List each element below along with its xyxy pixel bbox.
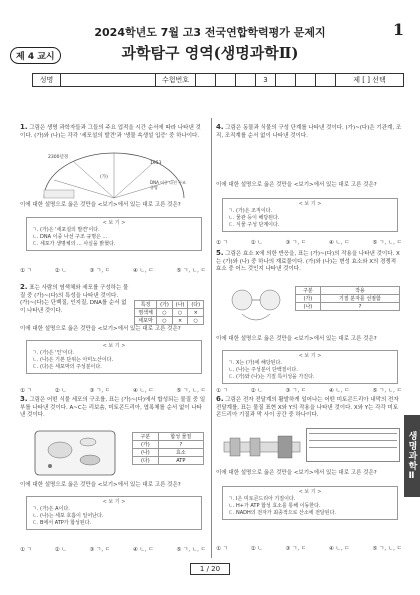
question-number: 2.: [20, 283, 28, 291]
exam-title: 2024학년도 7월 고3 전국연합학력평가 문제지: [94, 26, 326, 39]
question-number: 3.: [20, 395, 28, 403]
q6-table: [306, 428, 400, 462]
bogi-title: < 보 기 >: [102, 343, 126, 349]
bogi-item: ㄷ. (다)은 세포막의 주성분이다.: [32, 364, 102, 370]
session-badge: 제 4 교시: [10, 47, 61, 64]
option-2[interactable]: ② ㄴ: [54, 388, 67, 394]
option-4[interactable]: ④ ㄴ, ㄷ: [132, 547, 154, 553]
option-5[interactable]: ⑤ ㄱ, ㄴ, ㄷ: [176, 268, 206, 274]
option-1[interactable]: ① ㄱ: [216, 240, 228, 246]
enzyme-reaction-figure: [222, 280, 292, 330]
bogi-box: [222, 198, 398, 232]
option-1[interactable]: ① ㄱ: [20, 388, 32, 394]
option-4[interactable]: ④ ㄴ, ㄷ: [328, 546, 350, 552]
option-5[interactable]: ⑤ ㄱ, ㄴ, ㄷ: [372, 546, 402, 552]
bogi-box: [222, 350, 398, 384]
bogi-box: [26, 496, 202, 530]
answer-options: [20, 266, 206, 274]
bogi-item: ㄴ. DNA 이중 나선 구조 규명은 ...: [32, 234, 108, 240]
bogi-title: < 보 기 >: [102, 220, 126, 226]
question-5: [216, 250, 402, 274]
q1-label: 1953: [150, 161, 162, 166]
option-2[interactable]: ② ㄴ: [54, 547, 67, 553]
option-5[interactable]: ⑤ ㄱ, ㄴ, ㄷ: [176, 388, 206, 394]
q1-label: (가): [100, 175, 108, 180]
option-3[interactable]: ③ ㄱ, ㄷ: [89, 388, 111, 394]
option-3[interactable]: ③ ㄱ, ㄷ: [285, 240, 307, 246]
exam-digit-box[interactable]: [276, 74, 296, 86]
question-text: 그림은 어떤 식물 세포의 구조를, 표는 (가)~(다)에서 합성되는 물질 중 일부를 나타낸 것이다. A~C는 리보솜, 미토콘드리아, 엽록체를 순서 없이 나타낸 것이다.: [20, 397, 206, 418]
electron-transport-figure: [222, 428, 302, 468]
table-cell: 구분: [133, 433, 159, 441]
option-4[interactable]: ④ ㄴ, ㄷ: [328, 240, 350, 246]
bogi-box: [26, 217, 202, 251]
option-1[interactable]: ① ㄱ: [20, 268, 32, 274]
bogi-title: < 보 기 >: [102, 499, 126, 505]
answer-options: [216, 544, 402, 552]
option-1[interactable]: ① ㄱ: [216, 388, 228, 394]
table-cell: 세포막: [135, 317, 157, 325]
bogi-item: ㄴ. (나)는 주성분이 단백질이다.: [228, 367, 298, 373]
option-3[interactable]: ③ ㄱ, ㄷ: [285, 388, 307, 394]
bogi-title: < 보 기 >: [298, 201, 322, 207]
option-2[interactable]: ② ㄴ: [250, 546, 263, 552]
page-indicator: 1 / 20: [190, 563, 230, 575]
option-1[interactable]: ① ㄱ: [20, 547, 32, 553]
table-cell: (나): [133, 449, 159, 457]
bogi-item: ㄷ. B에서 ATP가 합성된다.: [32, 520, 92, 526]
bogi-item: ㄱ. I은 미토콘드리아 기질이다.: [228, 496, 296, 502]
bogi-item: ㄱ. (가)은 조직이다.: [228, 208, 273, 214]
option-4[interactable]: ④ ㄴ, ㄷ: [132, 388, 154, 394]
subject-title: 과학탐구 영역(생명과학Ⅱ): [121, 44, 299, 62]
bogi-item: ㄴ. (나)은 기본 단위는 아미노산이다.: [32, 357, 114, 363]
table-cell: ?: [158, 441, 203, 449]
answer-options: [20, 386, 206, 394]
name-label: 성명: [33, 74, 61, 86]
question-prompt: 이에 대한 설명으로 옳은 것만을 <보기>에서 있는 대로 고른 것은?: [216, 182, 377, 188]
table-cell: (나): [296, 303, 321, 311]
question-text: 그림은 동물과 식물의 구성 단계를 나타낸 것이다. (가)~(다)은 기관계, 조직, 조직계를 순서 없이 나타낸 것이다.: [216, 125, 402, 139]
bogi-item: ㄱ. (가)은 A이다.: [32, 506, 70, 512]
question-1: [20, 124, 206, 140]
q2-table: 특징 (가) (나) (다) 염색체 ○ ○ × 세포막 ○ × ○: [134, 300, 204, 325]
name-field[interactable]: [61, 74, 156, 86]
answer-options: [216, 386, 402, 394]
question-text: 그림은 효소 X에 의한 반응을, 표는 (가)~(다)의 작용을 나타낸 것이다. X는 (가)와 (나) 중 하나의 재료물이다. (가)와 (나)는 변성 효소와 X의 경쟁적 효소 중 어느 것인지 나타낸 것이다.: [216, 251, 400, 272]
choice-label: 제 [ ] 선택: [353, 76, 386, 84]
bogi-title: < 보 기 >: [298, 353, 322, 359]
question-prompt: 이에 대한 설명으로 옳은 것만을 <보기>에서 있는 대로 고른 것은?: [20, 326, 181, 332]
bogi-item: ㄱ. X는 (가)에 해당된다.: [228, 360, 282, 366]
table-cell: ?: [320, 303, 399, 311]
column-divider: [211, 118, 212, 558]
table-cell: (가): [133, 441, 159, 449]
bogi-item: ㄴ. (나)는 세포 호흡이 일어난다.: [32, 513, 104, 519]
subject-side-tab: 생명과학Ⅱ: [404, 415, 420, 497]
q5-table: [295, 286, 400, 311]
bogi-box: [26, 340, 202, 374]
option-1[interactable]: ① ㄱ: [216, 546, 228, 552]
question-number: 6.: [216, 395, 224, 403]
question-text: 그림은 생명 과학자들과 그들의 주요 업적을 시간 순서에 따라 나타낸 것이다. (가)와 (나)는 각각 '세포설의 발견'과 '생물 속생설 입증' 중 하나이다.: [20, 125, 201, 139]
table-header: 특징: [135, 301, 157, 309]
table-cell: 효소: [158, 449, 203, 457]
option-4[interactable]: ④ ㄴ, ㄷ: [132, 268, 154, 274]
q3-table: [132, 432, 204, 465]
bogi-item: ㄱ. (가)은 '인'이다.: [32, 350, 74, 356]
option-5[interactable]: ⑤ ㄱ, ㄴ, ㄷ: [176, 547, 206, 553]
info-row: [32, 73, 404, 87]
option-3[interactable]: ③ ㄱ, ㄷ: [89, 547, 111, 553]
q1-label: 2300년경: [48, 155, 69, 160]
bogi-item: ㄷ. NADH의 전자가 최종적으로 산소에 전달된다.: [228, 510, 337, 516]
bogi-item: ㄴ. H+가 ATP 합성 효소를 통해 이동한다.: [228, 503, 321, 509]
question-prompt: 이에 대한 설명으로 옳은 것만을 <보기>에서 있는 대로 고른 것은?: [216, 336, 377, 342]
bogi-item: ㄴ. 물관 등이 해당된다.: [228, 215, 280, 221]
question-3: [20, 396, 206, 420]
question-text: 표는 사람의 염색체와 세포를 구성하는 물질 중 (가)~(다)의 특성을 나타낸 것이다. (가)~(다)는 단백질, 인지질, DNA를 순서 없이 나타낸 것이다.: [20, 285, 129, 314]
question-prompt: 이에 대한 설명으로 옳은 것만을 <보기>에서 있는 대로 고른 것은?: [20, 482, 181, 488]
q1-label: DNA 이중 나선 구조 규명: [150, 180, 186, 190]
option-2[interactable]: ② ㄴ: [250, 240, 263, 246]
question-number: 1.: [20, 123, 28, 131]
option-4[interactable]: ④ ㄴ, ㄷ: [328, 388, 350, 394]
bogi-box: [222, 486, 398, 520]
exam-number-label: 수험번호: [156, 74, 196, 86]
question-number: 5.: [216, 249, 224, 257]
question-prompt: 이에 대한 설명으로 옳은 것만을 <보기>에서 있는 대로 고른 것은?: [20, 202, 181, 208]
exam-digit-box[interactable]: [196, 74, 216, 86]
exam-digit-box[interactable]: [236, 74, 256, 86]
table-cell: 작용: [320, 287, 399, 295]
answer-options: [20, 545, 206, 553]
question-prompt: 이에 대한 설명으로 옳은 것만을 <보기>에서 있는 대로 고른 것은?: [216, 470, 377, 476]
question-text: 그림은 전자 전달계의 활발하게 일어나는 어떤 미토콘드리아 내막의 전자 전달계를, 표는 물질 표현 X와 Y의 작용을 나타낸 것이다. X와 Y는 각각 미토콘드리아 기질과 막 사이 공간 중 하나이다.: [216, 397, 399, 418]
answer-options: [216, 238, 402, 246]
bogi-item: ㄷ. (가)와 (나)는 기질 특이성을 가진다.: [228, 374, 315, 380]
table-cell: (가): [296, 295, 321, 303]
question-2: [20, 284, 130, 315]
bogi-title: < 보 기 >: [298, 489, 322, 495]
option-3[interactable]: ③ ㄱ, ㄷ: [89, 268, 111, 274]
exam-digit-box[interactable]: [296, 74, 316, 86]
exam-digit-box[interactable]: [316, 74, 336, 86]
option-5[interactable]: ⑤ ㄱ, ㄴ, ㄷ: [372, 240, 402, 246]
option-2[interactable]: ② ㄴ: [54, 268, 67, 274]
table-cell: 합성 물질: [158, 433, 203, 441]
question-number: 4.: [216, 123, 224, 131]
option-3[interactable]: ③ ㄱ, ㄷ: [285, 546, 307, 552]
page-number: 1: [392, 20, 404, 39]
bogi-item: ㄷ. 세포가 생명체의 ... 사실을 밝혔다.: [32, 241, 116, 247]
table-cell: 기질 분자를 선점함: [320, 295, 399, 303]
bogi-item: ㄱ. (가)은 '세포설의 발견'이다.: [32, 227, 100, 233]
table-cell: 구분: [296, 287, 321, 295]
option-2[interactable]: ② ㄴ: [250, 388, 263, 394]
exam-digit-box[interactable]: [216, 74, 236, 86]
plant-cell-figure: [30, 428, 120, 478]
table-cell: ATP: [158, 457, 203, 465]
bogi-item: ㄷ. 식물 구성 단계이다.: [228, 222, 280, 228]
option-5[interactable]: ⑤ ㄱ, ㄴ, ㄷ: [372, 388, 402, 394]
question-4: [216, 124, 402, 140]
table-cell: 염색체: [135, 309, 157, 317]
question-6: [216, 396, 402, 420]
exam-digit-box: 3: [256, 74, 276, 86]
table-cell: (다): [133, 457, 159, 465]
